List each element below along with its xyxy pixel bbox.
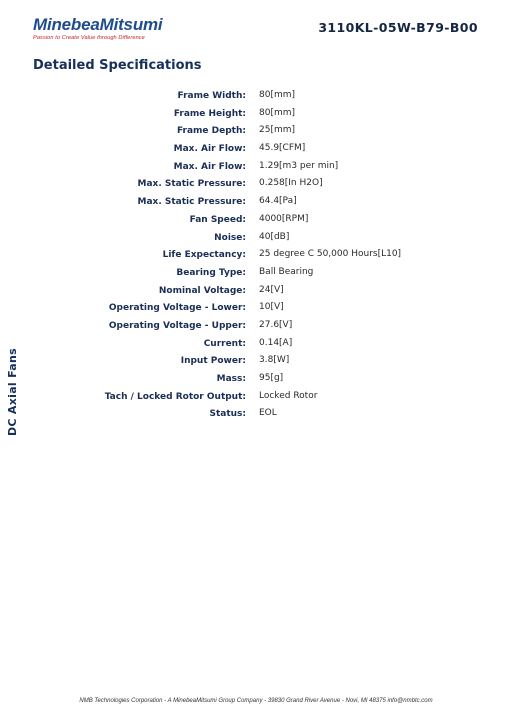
spec-label: Max. Static Pressure:	[137, 197, 246, 208]
spec-value: 45.9[CFM]	[259, 143, 306, 154]
spec-value: 95[g]	[259, 373, 284, 383]
spec-label: Max. Air Flow:	[173, 161, 246, 172]
spec-value: 10[V]	[259, 302, 284, 313]
spec-row	[0, 176, 512, 194]
spec-value: 40[dB]	[259, 231, 290, 242]
category-side-label: DC Axial Fans	[6, 347, 19, 436]
spec-row	[0, 230, 512, 248]
spec-value: 4000[RPM]	[259, 213, 309, 224]
spec-list	[0, 88, 512, 424]
spec-row	[0, 141, 512, 159]
spec-row	[0, 389, 512, 407]
spec-value: 0.14[A]	[259, 337, 293, 348]
spec-row	[0, 300, 512, 318]
spec-row	[0, 406, 512, 424]
spec-value: Ball Bearing	[259, 266, 314, 277]
spec-label: Current:	[203, 338, 246, 349]
company-logo	[33, 16, 162, 41]
spec-value: 25[mm]	[259, 125, 296, 136]
footer-company-info: NMB Technologies Corporation - A MinebeaMitsumi Group Company - 39830 Grand River Avenue - Novi, MI 48375 info@nmbtc.com	[79, 698, 433, 704]
spec-label: Tach / Locked Rotor Output:	[104, 391, 246, 402]
spec-row	[0, 212, 512, 230]
spec-row	[0, 123, 512, 141]
spec-value: 25 degree C 50,000 Hours[L10]	[259, 249, 402, 260]
spec-value: 27.6[V]	[259, 319, 293, 330]
spec-row	[0, 194, 512, 212]
spec-row	[0, 247, 512, 265]
spec-row	[0, 159, 512, 177]
spec-row	[0, 106, 512, 124]
spec-label: Mass:	[216, 374, 246, 384]
spec-label: Nominal Voltage:	[158, 285, 246, 296]
spec-row	[0, 318, 512, 336]
spec-row	[0, 88, 512, 106]
spec-row	[0, 353, 512, 371]
spec-label: Bearing Type:	[176, 267, 246, 278]
spec-label: Fan Speed:	[189, 214, 246, 225]
spec-value: 24[V]	[259, 284, 284, 295]
spec-label: Frame Height:	[173, 108, 246, 119]
spec-label: Status:	[209, 409, 246, 420]
brand-name: MinebeaMitsumi	[33, 15, 163, 34]
part-number: 3110KL-05W-B79-B00	[318, 20, 478, 35]
spec-value: EOL	[259, 408, 277, 419]
spec-label: Operating Voltage - Lower:	[108, 303, 246, 314]
spec-value: Locked Rotor	[259, 390, 318, 401]
spec-row	[0, 336, 512, 354]
spec-row	[0, 265, 512, 283]
spec-label: Life Expectancy:	[162, 250, 246, 261]
section-title: Detailed Specifications	[33, 58, 202, 73]
spec-label: Frame Width:	[177, 91, 246, 101]
spec-label: Max. Air Flow:	[173, 144, 246, 155]
spec-value: 0.258[In H2O]	[259, 178, 323, 189]
brand-tagline: Passion to Create Value through Difference	[33, 35, 145, 41]
spec-value: 1.29[m3 per min]	[259, 160, 339, 171]
spec-label: Input Power:	[180, 356, 246, 367]
spec-label: Frame Depth:	[176, 126, 246, 137]
spec-label: Max. Static Pressure:	[137, 179, 246, 190]
spec-value: 3.8[W]	[259, 355, 290, 366]
spec-row	[0, 283, 512, 301]
spec-label: Noise:	[214, 232, 246, 243]
spec-value: 64.4[Pa]	[259, 196, 297, 207]
spec-value: 80[mm]	[259, 90, 296, 100]
spec-label: Operating Voltage - Upper:	[108, 320, 246, 331]
spec-row	[0, 371, 512, 389]
spec-value: 80[mm]	[259, 107, 296, 118]
